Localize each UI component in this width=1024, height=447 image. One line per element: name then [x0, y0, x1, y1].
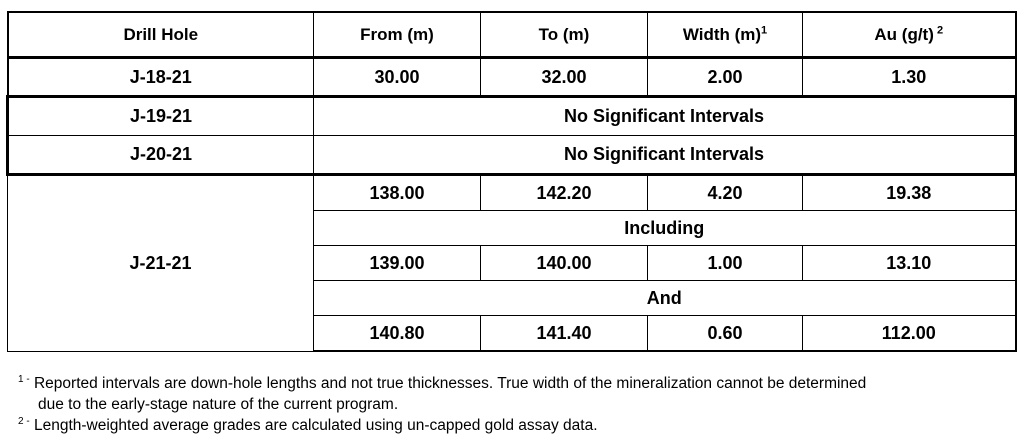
- cell-to: 140.00: [481, 246, 648, 281]
- results-table-wrapper: [6, 11, 1014, 352]
- footnote-2-line1: Length-weighted average grades are calculated using un-capped gold assay data.: [29, 417, 598, 434]
- cell-from: 139.00: [314, 246, 481, 281]
- cell-width: 1.00: [648, 246, 803, 281]
- header-au: [803, 12, 1016, 58]
- table-row: [8, 175, 1016, 211]
- table-row: [8, 136, 1016, 175]
- header-from: From (m): [314, 12, 481, 58]
- drill-results-table: [6, 11, 1017, 352]
- cell-au: 13.10: [803, 246, 1016, 281]
- header-au-footnote-mark: 2: [933, 23, 944, 36]
- header-width-label: Width (m): [682, 24, 762, 44]
- footnotes: [18, 373, 1008, 436]
- table-row: [8, 97, 1016, 136]
- cell-drill-hole: J-20-21: [8, 136, 314, 175]
- footnote-1-line2: due to the early-stage nature of the current program.: [38, 396, 399, 413]
- cell-no-significant: No Significant Intervals: [314, 97, 1016, 136]
- header-width: [648, 12, 803, 58]
- footnote-2-mark: 2 -: [18, 415, 30, 427]
- table-row: [8, 58, 1016, 97]
- cell-from: 140.80: [314, 316, 481, 352]
- cell-au: 112.00: [803, 316, 1016, 352]
- cell-to: 32.00: [481, 58, 648, 97]
- header-to: To (m): [481, 12, 648, 58]
- header-au-label: Au (g/t): [874, 24, 934, 44]
- table-header-row: [8, 12, 1016, 58]
- footnote-1-mark: 1 -: [18, 373, 30, 385]
- footnote-1: [18, 373, 1008, 415]
- footnote-2: [18, 415, 1008, 436]
- cell-to: 141.40: [481, 316, 648, 352]
- cell-and-label: And: [314, 281, 1016, 316]
- header-drill-hole: Drill Hole: [8, 12, 314, 58]
- cell-width: 0.60: [648, 316, 803, 352]
- cell-including-label: Including: [314, 211, 1016, 246]
- cell-au: 19.38: [803, 175, 1016, 211]
- cell-from: 30.00: [314, 58, 481, 97]
- cell-au: 1.30: [803, 58, 1016, 97]
- cell-drill-hole: J-18-21: [8, 58, 314, 97]
- cell-to: 142.20: [481, 175, 648, 211]
- cell-width: 4.20: [648, 175, 803, 211]
- cell-no-significant: No Significant Intervals: [314, 136, 1016, 175]
- cell-from: 138.00: [314, 175, 481, 211]
- footnote-1-line1: Reported intervals are down-hole lengths and not true thicknesses. True width of the mineralization cannot be determined: [29, 375, 867, 392]
- cell-drill-hole: J-19-21: [8, 97, 314, 136]
- cell-drill-hole: J-21-21: [8, 175, 314, 352]
- cell-width: 2.00: [648, 58, 803, 97]
- header-width-footnote-mark: 1: [761, 23, 768, 36]
